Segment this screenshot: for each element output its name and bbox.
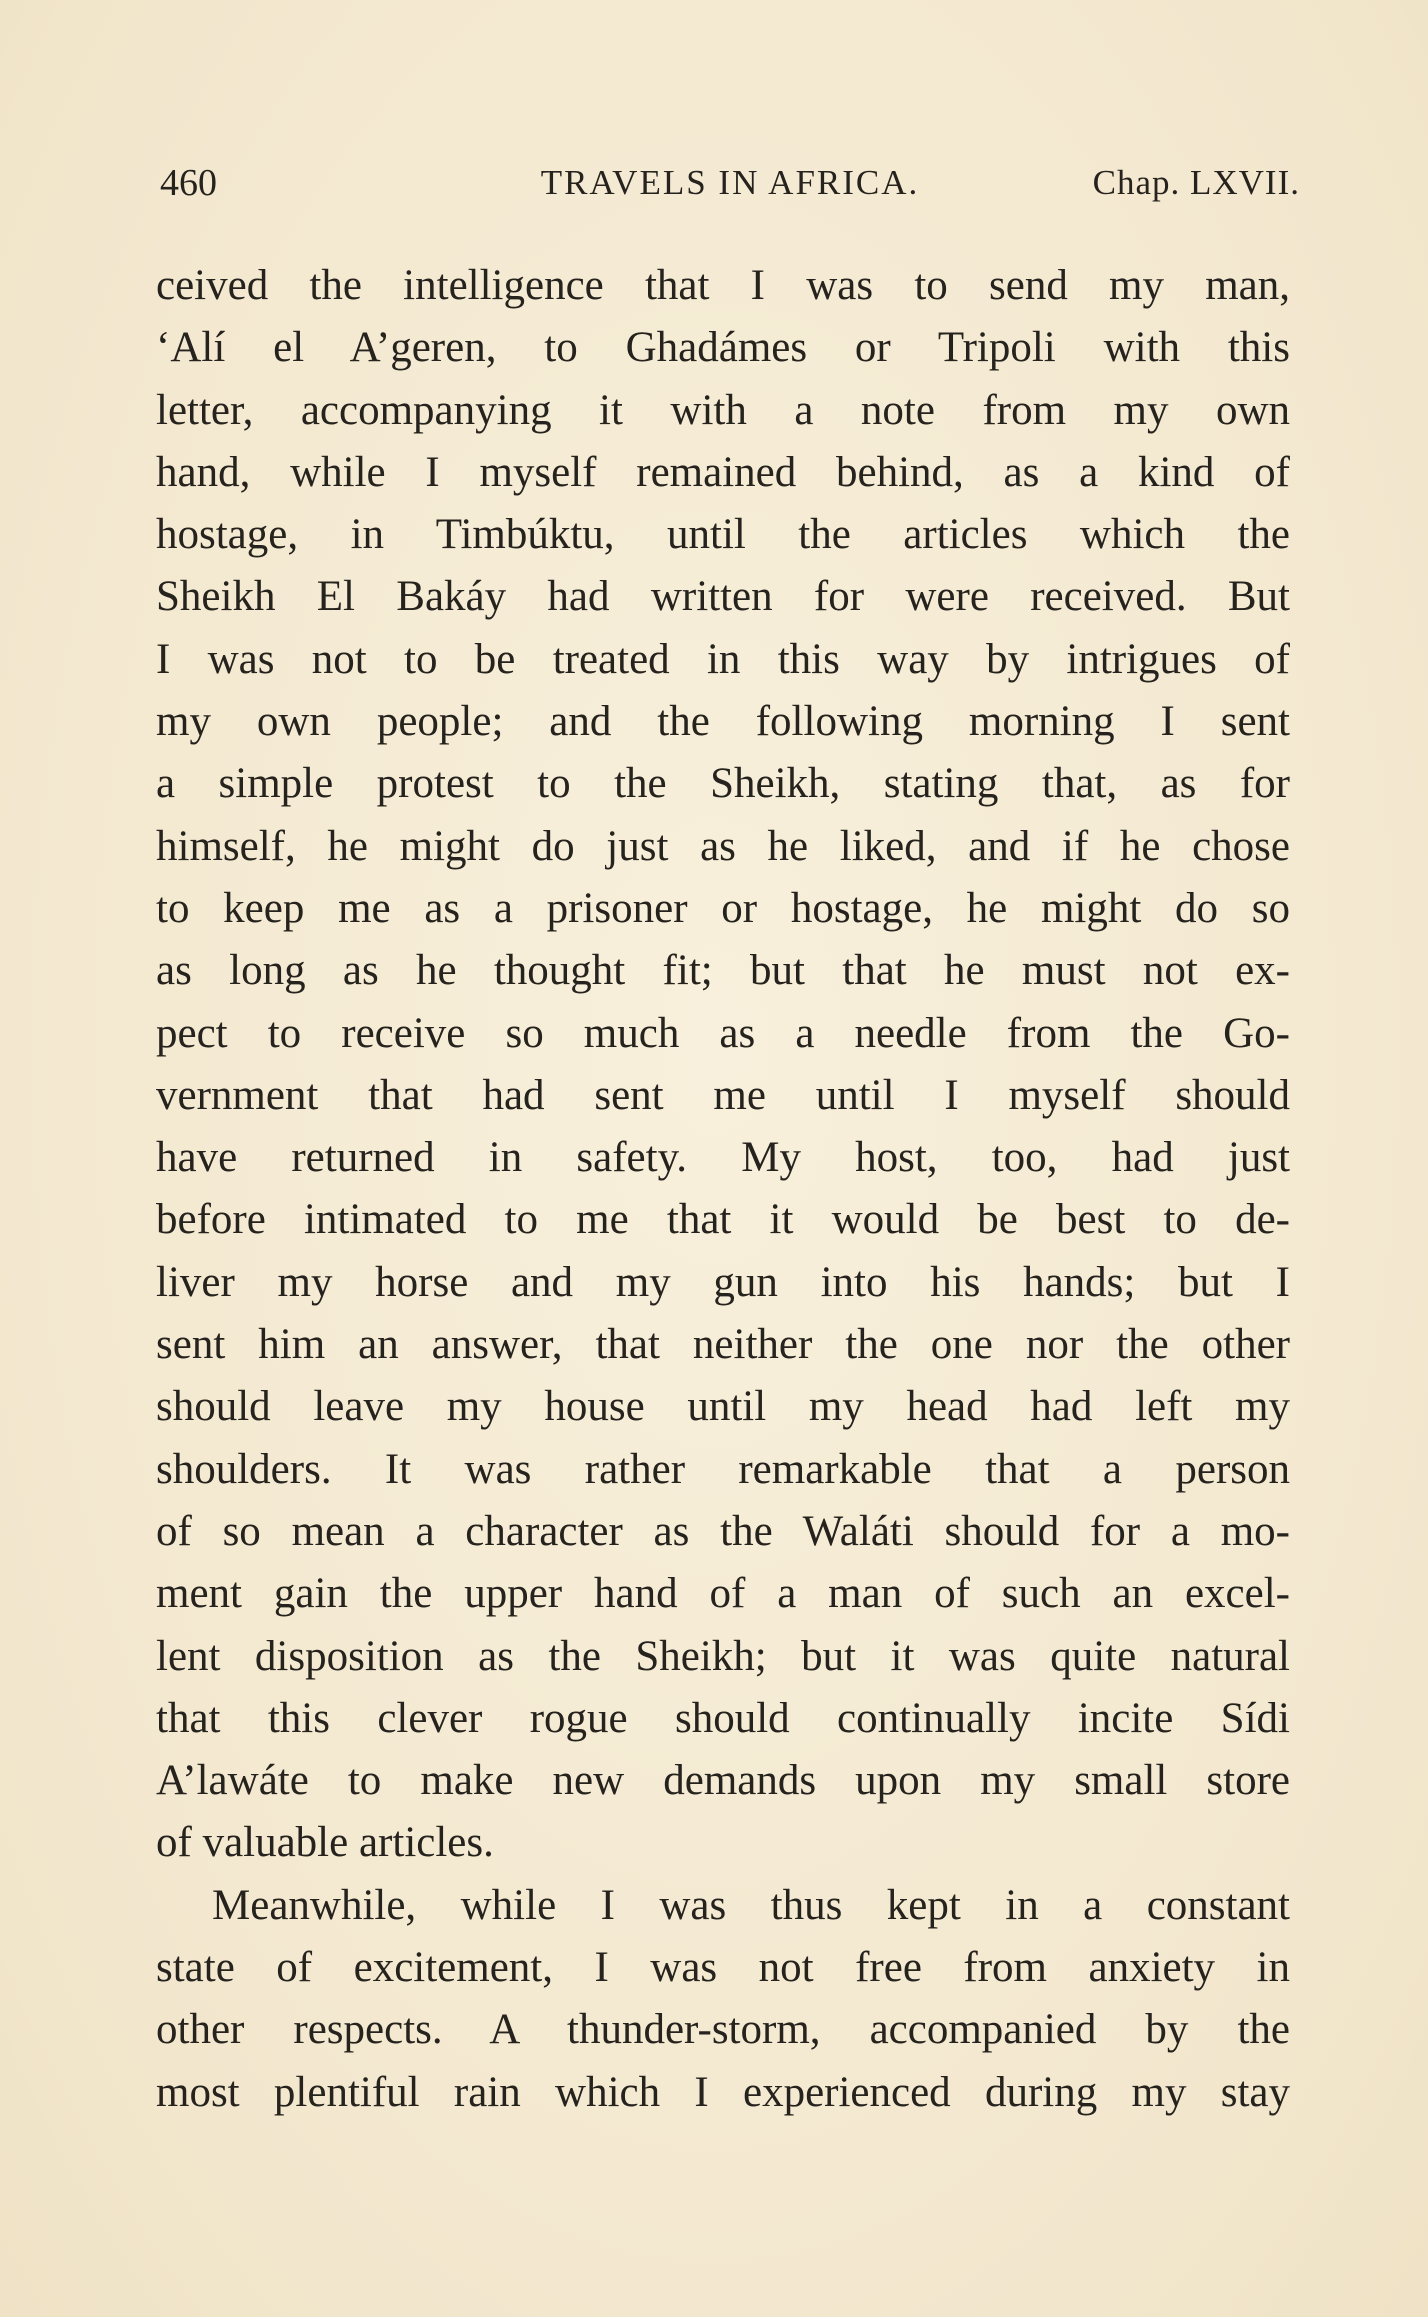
paragraph-end-line: of valuable articles. <box>156 1819 494 1867</box>
text-line: of so mean a character as the Waláti should for a mo- <box>156 1507 1290 1555</box>
text-line: pect to receive so much as a needle from the Go- <box>156 1009 1290 1057</box>
text-line: letter, accompanying it with a note from my own <box>156 386 1290 434</box>
text-line: liver my horse and my gun into his hands; but I <box>156 1258 1290 1306</box>
text-line: ment gain the upper hand of a man of such an excel- <box>156 1570 1290 1618</box>
text-line: as long as he thought fit; but that he must not ex- <box>156 947 1290 995</box>
text-line: that this clever rogue should continually incite Sídi <box>156 1694 1290 1742</box>
text-line: before intimated to me that it would be best to de- <box>156 1196 1290 1244</box>
chapter-heading: Chap. LXVII. <box>1092 163 1300 202</box>
text-line: ‘Alí el A’geren, to Ghadámes or Tripoli with this <box>156 324 1290 372</box>
text-line: my own people; and the following morning I sent <box>156 698 1290 746</box>
text-line: to keep me as a prisoner or hostage, he might do so <box>156 884 1290 932</box>
body-text <box>156 255 1290 2124</box>
text-line: vernment that had sent me until I myself should <box>156 1071 1290 1119</box>
running-head <box>160 158 1300 208</box>
text-line: lent disposition as the Sheikh; but it was quite natural <box>156 1632 1290 1680</box>
text-line: should leave my house until my head had left my <box>156 1383 1290 1431</box>
text-line: hostage, in Timbúktu, until the articles which the <box>156 511 1290 559</box>
text-line: shoulders. It was rather remarkable that a person <box>156 1445 1290 1493</box>
text-line: A’lawáte to make new demands upon my small store <box>156 1757 1290 1805</box>
text-line: most plentiful rain which I experienced during my stay <box>156 2068 1290 2116</box>
text-line: ceived the intelligence that I was to send my man, <box>156 262 1290 309</box>
running-title: TRAVELS IN AFRICA. <box>540 163 920 202</box>
text-line: other respects. A thunder-storm, accompanied by the <box>156 2006 1290 2054</box>
paragraph-start-line: Meanwhile, while I was thus kept in a constant <box>212 1881 1290 1929</box>
text-line: hand, while I myself remained behind, as a kind of <box>156 448 1290 496</box>
text-line: sent him an answer, that neither the one nor the other <box>156 1321 1290 1369</box>
page-number: 460 <box>160 162 217 204</box>
text-line: himself, he might do just as he liked, and if he chose <box>156 822 1290 870</box>
text-line: Sheikh El Bakáy had written for were received. But <box>156 573 1290 621</box>
text-line: state of excitement, I was not free from anxiety in <box>156 1944 1290 1992</box>
text-line: have returned in safety. My host, too, had just <box>156 1134 1290 1182</box>
text-line: a simple protest to the Sheikh, stating that, as for <box>156 760 1290 808</box>
text-line: I was not to be treated in this way by intrigues of <box>156 635 1290 683</box>
